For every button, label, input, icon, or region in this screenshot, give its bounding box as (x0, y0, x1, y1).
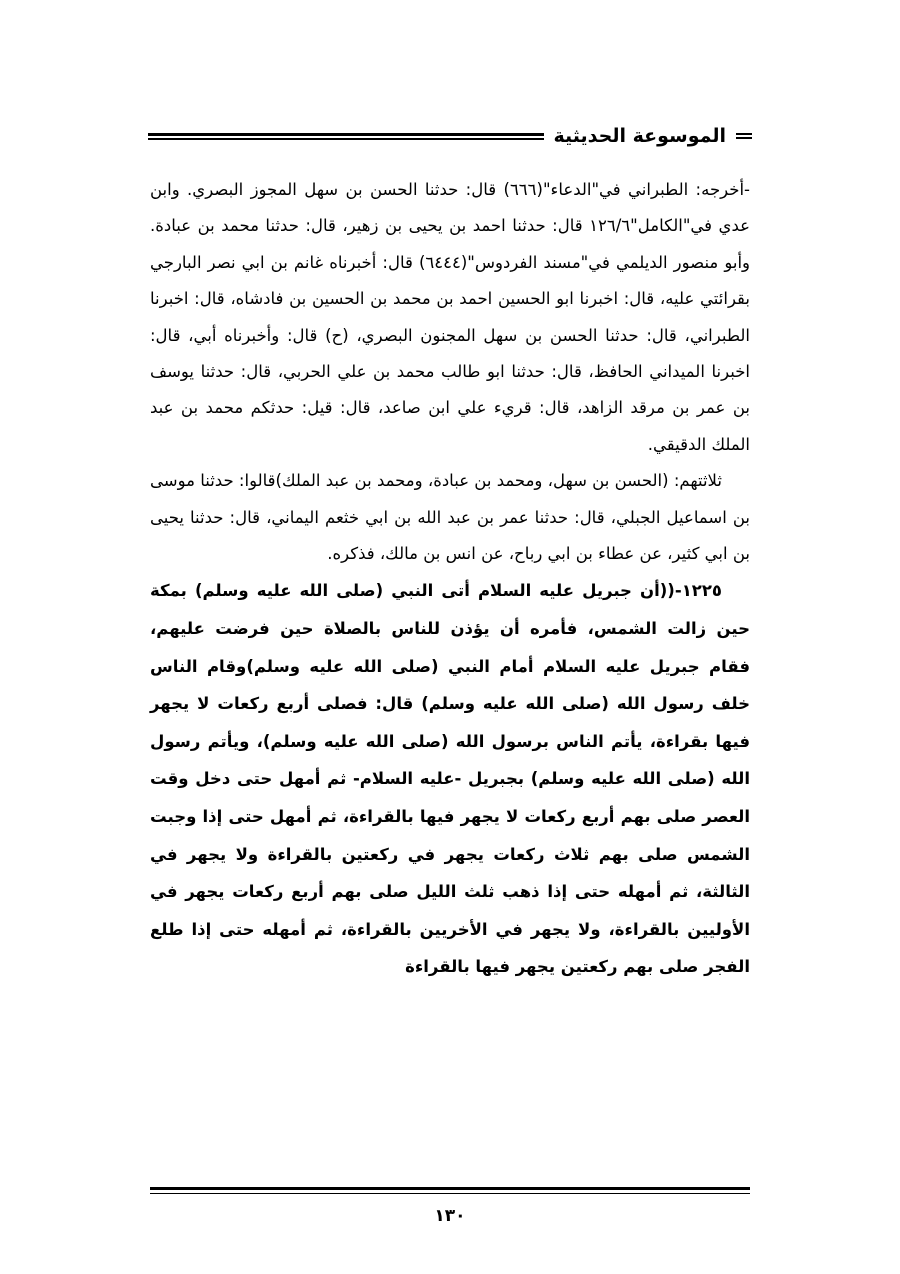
footer-rule (150, 1187, 750, 1194)
header-rule-long (148, 133, 544, 140)
running-header (148, 116, 752, 156)
header-title: الموسوعة الحديثية (553, 125, 726, 147)
page-body (150, 172, 750, 986)
header-rule-short (736, 133, 752, 139)
hadith-text-paragraph: ١٢٢٥-((أن جبريل عليه السلام أتى النبي (صلى الله عليه وسلم) بمكة حين زالت الشمس، فأمره أن يؤذن للناس بالصلاة حين فرضت عليهم، فقام جبريل عليه السلام أمام النبي (صلى الله عليه وسلم)وقام الناس خلف رسول الله (صلى الله عليه وسلم) قال: فصلى أربع ركعات لا يجهر فيها بقراءة، يأتم الناس برسول الله (صلى الله عليه وسلم)، ويأتم رسول الله (صلى الله عليه وسلم) بجبريل -عليه السلام- ثم أمهل حتى دخل وقت العصر صلى بهم أربع ركعات لا يجهر فيها بالقراءة، ثم أمهل حتى إذا وجبت الشمس صلى بهم ثلاث ركعات يجهر في ركعتين بالقراءة ولا يجهر في الثالثة، ثم أمهله حتى إذا ذهب ثلث الليل صلى بهم أربع ركعات يجهر في الأوليين بالقراءة، ولا يجهر في الأخريين بالقراءة، ثم أمهله حتى إذا طلع الفجر صلى بهم ركعتين يجهر فيها بالقراءة (150, 581, 750, 977)
page-number: ١٣٠ (434, 1206, 466, 1226)
takhrij-paragraph: -أخرجه: الطبراني في"الدعاء"(٦٦٦) قال: حدثنا الحسن بن سهل المجوز البصري. وابن عدي في"الكامل"١٢٦/٦ قال: حدثنا احمد بن يحيى بن زهير، قال: حدثنا محمد بن عبادة. وأبو منصور الديلمي في"مسند الفردوس"(٦٤٤٤) قال: أخبرناه غانم بن ابي نصر البارجي بقرائتي عليه، قال: اخبرنا ابو الحسين احمد بن محمد بن الحسين بن فادشاه، قال: اخبرنا الطبراني، قال: حدثنا الحسن بن سهل المجنون البصري، (ح) قال: وأخبرناه أبي، قال: اخبرنا الميداني الحافظ، قال: حدثنا ابو طالب محمد بن علي الحربي، قال: حدثنا يوسف بن عمر بن مرقد الزاهد، قال: قريء علي ابن صاعد، قال: قيل: حدثكم محمد بن عبد الملك الدقيقي. (150, 180, 751, 454)
isnad-paragraph: ثلاثتهم: (الحسن بن سهل، ومحمد بن عبادة، ومحمد بن عبد الملك)قالوا: حدثنا موسى بن اسماعيل الجبلي، قال: حدثنا عمر بن عبد الله بن ابي خثعم اليماني، قال: حدثنا يحيى بن ابي كثير، عن عطاء بن ابي رباح، عن انس بن مالك، فذكره. (150, 471, 750, 564)
